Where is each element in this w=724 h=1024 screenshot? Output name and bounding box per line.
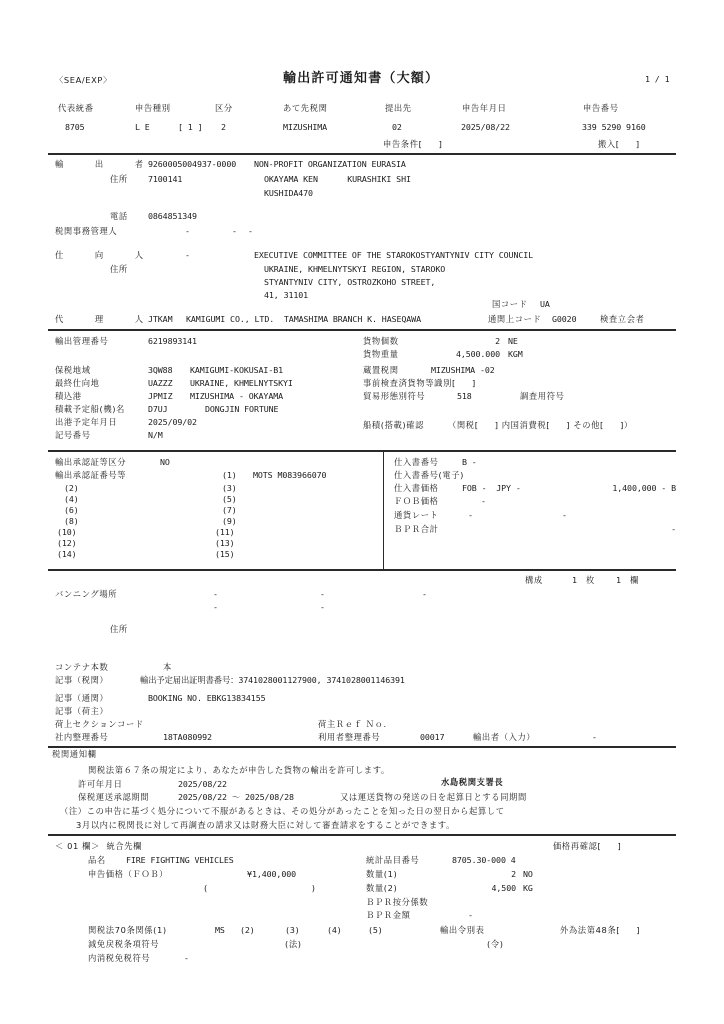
vanning-dash-4: - (213, 602, 218, 612)
value-currency-rate-2: - (562, 510, 567, 520)
label-bpr-amount: ＢＰＲ金額 (366, 910, 411, 920)
value-consignee-dash: - (185, 250, 190, 260)
label-reduction-rei: (令) (487, 939, 504, 949)
label-marks-numbers: 記号番号 (55, 430, 91, 440)
value-item-name: FIRE FIGHTING VEHICLES (126, 855, 234, 865)
approval-entry-no-15: (15) (215, 549, 235, 559)
value-bonded-area: KAMIGUMI-KOKUSAI-B1 (190, 365, 284, 375)
label-package-count: 貨物個数 (363, 336, 399, 346)
value-law70: MS (215, 925, 225, 935)
value-exporter-name: NON-PROFIT ORGANIZATION EURASIA (254, 159, 406, 169)
decl-price-paren-close: ) (311, 883, 316, 893)
label-reduction: 減免戻税条項符号 (88, 939, 160, 949)
value-exporter-address-1: OKAYAMA KEN KURASHIKI SHI (264, 174, 411, 184)
label-pre-inspected: 事前検査済貨物等識別[ ] (363, 378, 476, 388)
value-marks-numbers: N/M (148, 430, 163, 440)
label-remarks-shipper: 記事（荷主） (55, 706, 109, 716)
label-country-code: 国コード (492, 299, 528, 309)
law70-item-2: (2) (240, 925, 255, 935)
label-customs-notice: 税関通知欄 (52, 749, 97, 759)
value-internal-no: 18TA080992 (163, 732, 212, 742)
label-decl-price: 申告価格（ＦＯＢ） (88, 869, 169, 879)
label-carry-in: 搬入[ ] (598, 139, 640, 149)
value-fob-price: - (481, 496, 486, 506)
value-qty-1: 2 (511, 869, 516, 879)
value-decl-type: L E (135, 122, 150, 132)
label-consignee-address: 住所 (110, 264, 128, 274)
law70-item-4: (4) (327, 925, 342, 935)
value-storage-customs: MIZUSHIMA -02 (431, 365, 495, 375)
approval-entry-no-8: (8) (64, 516, 79, 526)
value-invoice-price: 1,400,000 - B (612, 483, 676, 493)
label-storage-customs: 蔵置税関 (363, 365, 399, 375)
divider-agent (48, 329, 676, 331)
label-invoice-no: 仕入書番号 (394, 457, 439, 467)
value-export-mgmt-no: 6219893141 (148, 336, 197, 346)
value-agent-name: KAMIGUMI CO., LTD. TAMASHIMA BRANCH K. HASEQAWA (186, 314, 421, 324)
value-customs-manager-2: - (232, 226, 237, 236)
value-composition-columns: 1 (616, 575, 621, 585)
approval-entry-no-10: (10) (57, 527, 77, 537)
unit-qty-1: NO (523, 869, 533, 879)
value-stat-code: 8705.30-000 4 (452, 855, 516, 865)
label-bpr-ratio: ＢＰＲ按分係数 (366, 897, 429, 907)
form-code: 〈SEA/EXP〉 (55, 75, 112, 85)
label-gross-weight: 貨物重量 (363, 349, 399, 359)
note-line-2: 3月以内に税関長に対して再調査の請求又は財務大臣に対して審査請求をすることができます。 (76, 820, 455, 830)
value-composition-sheets: 1 (572, 575, 577, 585)
value-category: 2 (221, 122, 226, 132)
label-invoice-no-electronic: 仕入書番号(電子) (394, 470, 464, 480)
note-line-1: （注）この申告に基づく処分について不服があるときは、その処分があったことを知った日の翌日から起算して (60, 806, 505, 816)
label-vessel-name: 積載予定船(機)名 (55, 404, 125, 414)
label-permit-date: 許可年月日 (78, 779, 123, 789)
label-remarks-customs: 記事（税関） (55, 675, 109, 685)
label-consignee: 仕 向 人 (55, 250, 149, 260)
label-qty-2: 数量(2) (366, 883, 398, 893)
label-loading-confirm: 船積(搭載)確認 (363, 420, 425, 430)
label-loading-port: 積込港 (55, 391, 82, 401)
label-dest-customs: あて先税関 (283, 103, 328, 113)
vanning-dash-5: - (320, 602, 325, 612)
value-customs-manager-1: - (185, 226, 190, 236)
law70-item-5: (5) (368, 925, 383, 935)
vanning-dash-3: - (422, 589, 427, 599)
unit-composition-columns: 欄 (630, 575, 639, 585)
page-indicator: 1 / 1 (645, 74, 670, 84)
label-container-count: コンテナ本数 (55, 662, 109, 672)
approval-entry-value-1: MOTS M083966070 (253, 470, 327, 480)
divider-shipment (48, 450, 676, 452)
unit-composition-sheets: 枚 (586, 575, 595, 585)
decl-price-paren-open: ( (203, 883, 208, 893)
unit-gross-weight: KGM (508, 349, 523, 359)
label-forex-law: 外為法第48条[ ] (560, 925, 641, 935)
value-decl-number: 339 5290 9160 (582, 122, 646, 132)
law70-item-3: (3) (285, 925, 300, 935)
value-trade-type: 518 (457, 391, 472, 401)
label-invoice-price: 仕入書価格 (394, 483, 439, 493)
approval-entry-no-9: (9) (222, 516, 237, 526)
divider-approval (48, 569, 676, 571)
value-decl-price: ¥1,400,000 (247, 869, 296, 879)
label-bonded-area: 保税地域 (55, 365, 91, 375)
value-consignee-address-2: STYANTYNIV CITY, OSTROZKOHO STREET, (264, 277, 436, 287)
value-vessel-name: DONGJIN FORTUNE (205, 404, 279, 414)
approval-entry-no-12: (12) (57, 538, 77, 548)
value-exporter-postal: 7100141 (148, 174, 183, 184)
value-final-destination: UKRAINE, KHMELNYTSKYI (190, 378, 293, 388)
value-gross-weight: 4,500.000 (455, 349, 500, 359)
label-export-order: 輸出令別表 (440, 925, 485, 935)
label-bpr-total: ＢＰＲ合計 (394, 524, 439, 534)
vanning-dash-2: - (320, 589, 325, 599)
label-rep-code: 代表統番 (58, 103, 94, 113)
value-agent-code: JTKAM (148, 314, 173, 324)
label-domestic-tax: 内消税免税符号 (88, 953, 151, 963)
label-submit-to: 提出先 (385, 103, 412, 113)
divider-approval-invoice (383, 450, 384, 569)
approval-entry-no-1: (1) (222, 470, 237, 480)
divider-container (48, 746, 676, 748)
label-vanning-place: バンニング場所 (55, 589, 118, 599)
label-exporter-phone: 電話 (110, 211, 128, 221)
value-customs-code: G0020 (552, 314, 577, 324)
text-permission: 関税法第６７条の規定により、あなたが申告した貨物の輸出を許可します。 (88, 765, 390, 775)
label-item-name: 品名 (88, 855, 106, 865)
approval-entry-no-13: (13) (215, 538, 235, 548)
note-bonded-period: 又は運送貨物の発送の日を起算日とする同期間 (340, 792, 527, 802)
label-shipper-ref: 荷主Ｒｅｆ Ｎｏ. (318, 719, 387, 729)
value-decl-type-bracket: [ 1 ] (178, 122, 203, 132)
vanning-dash-1: - (213, 589, 218, 599)
label-approval-number: 輸出承認証番号等 (55, 470, 127, 480)
label-internal-no: 社内整理番号 (55, 732, 109, 742)
value-invoice-terms: FOB - JPY - (462, 483, 521, 493)
value-exporter-phone: 0864851349 (148, 211, 197, 221)
label-loading-confirm-detail: （関税[ ] 内国消費税[ ] その他[ ]） (448, 420, 633, 430)
value-country-code: UA (540, 299, 550, 309)
label-exporter-address: 住所 (110, 174, 128, 184)
approval-entry-no-7: (7) (222, 505, 237, 515)
value-invoice-no: B - (462, 457, 477, 467)
label-fob-price: ＦＯＢ価格 (394, 496, 439, 506)
value-currency-rate-1: - (468, 510, 473, 520)
value-domestic-tax: - (184, 953, 189, 963)
value-rep-code: 8705 (65, 122, 85, 132)
value-consignee-address-1: UKRAINE, KHMELNYTSKYI REGION, STAROKO (264, 264, 446, 274)
value-authority: 水島税関支署長 (441, 777, 504, 787)
label-qty-1: 数量(1) (366, 869, 398, 879)
label-trade-type: 貿易形態別符号 (363, 391, 426, 401)
label-law70: 関税法70条関係(1) (88, 925, 167, 935)
approval-entry-no-14: (14) (57, 549, 77, 559)
label-approval-category: 輸出承認証等区分 (55, 457, 127, 467)
label-agent: 代 理 人 (55, 314, 149, 324)
code-bonded-area: 3QW88 (148, 365, 173, 375)
divider-header (48, 153, 676, 155)
value-remarks-customs: 輸出予定届出証明書番号：3741028001127900, 3741028001146391 (140, 675, 405, 685)
value-customs-manager-3: - (248, 226, 253, 236)
value-submit-to: 02 (392, 122, 402, 132)
label-remarks-clearance: 記事（通関） (55, 693, 109, 703)
label-category: 区分 (215, 103, 233, 113)
value-approval-category: NO (160, 457, 170, 467)
value-permit-date: 2025/08/22 (178, 779, 227, 789)
value-loading-port: MIZUSHIMA - OKAYAMA (190, 391, 284, 401)
label-departure-date: 出港予定年月日 (55, 417, 118, 427)
label-user-ref: 利用者整理番号 (318, 732, 381, 742)
approval-entry-no-5: (5) (222, 494, 237, 504)
label-decl-number: 申告番号 (583, 103, 619, 113)
item-column-header: ＜ 01 欄＞ 統合先欄 (55, 841, 142, 851)
value-bonded-period: 2025/08/22 ～ 2025/08/28 (178, 792, 294, 802)
value-exporter-address-2: KUSHIDA470 (264, 188, 313, 198)
label-vanning-address: 住所 (110, 624, 128, 634)
value-exporter-code: 9260005004937-0000 (148, 159, 237, 169)
label-stat-code: 統計品目番号 (366, 855, 420, 865)
value-package-count: 2 (495, 336, 500, 346)
label-survey-code: 調査用符号 (520, 391, 565, 401)
divider-notice (48, 834, 676, 836)
label-price-recheck: 価格再確認[ ] (553, 841, 622, 851)
code-final-destination: UAZZZ (148, 378, 173, 388)
value-qty-2: 4,500 (491, 883, 516, 893)
label-exporter: 輸 出 者 (55, 159, 149, 169)
value-exporter-input: - (592, 732, 597, 742)
page-title: 輸出許可通知書（大額） (283, 71, 440, 86)
label-composition: 構成 (525, 575, 543, 585)
label-final-destination: 最終仕向地 (55, 378, 100, 388)
approval-entry-no-3: (3) (222, 483, 237, 493)
unit-package-count: NE (508, 336, 518, 346)
value-consignee-name: EXECUTIVE COMMITTEE OF THE STAROKOSTYANTYNIV CITY COUNCIL (254, 250, 534, 260)
unit-qty-2: KG (523, 883, 533, 893)
label-exporter-input: 輸出者（入力） (473, 732, 536, 742)
approval-entry-no-6: (6) (64, 505, 79, 515)
approval-entry-no-2: (2) (64, 483, 79, 493)
value-departure-date: 2025/09/02 (148, 417, 197, 427)
unit-container-count: 本 (163, 662, 172, 672)
label-reduction-ho: (法) (285, 939, 302, 949)
label-decl-type: 申告種別 (135, 103, 171, 113)
code-loading-port: JPMIZ (148, 391, 173, 401)
value-consignee-address-3: 41, 31101 (264, 290, 309, 300)
value-dest-customs: MIZUSHIMA (283, 122, 328, 132)
label-customs-code: 通関上コード (488, 314, 542, 324)
value-user-ref: 00017 (420, 732, 445, 742)
label-bonded-period: 保税運送承認期間 (78, 792, 150, 802)
label-customs-manager: 税関事務管理人 (55, 226, 118, 236)
value-remarks-clearance: BOOKING NO. EBKG13834155 (148, 693, 266, 703)
value-bpr-amount: - (468, 910, 473, 920)
label-decl-date: 申告年月日 (462, 103, 507, 113)
label-export-mgmt-no: 輸出管理番号 (55, 336, 109, 346)
approval-entry-no-11: (11) (215, 527, 235, 537)
code-vessel-name: D7UJ (148, 404, 168, 414)
approval-entry-no-4: (4) (64, 494, 79, 504)
label-decl-condition: 申告条件[ ] (383, 139, 443, 149)
label-currency-rate: 通貨レート (394, 510, 439, 520)
value-decl-date: 2025/08/22 (461, 122, 510, 132)
label-inspection-witness: 検査立会者 (600, 314, 645, 324)
value-bpr-total: - (671, 524, 676, 534)
label-section-code: 荷上セクションコード (55, 719, 144, 729)
